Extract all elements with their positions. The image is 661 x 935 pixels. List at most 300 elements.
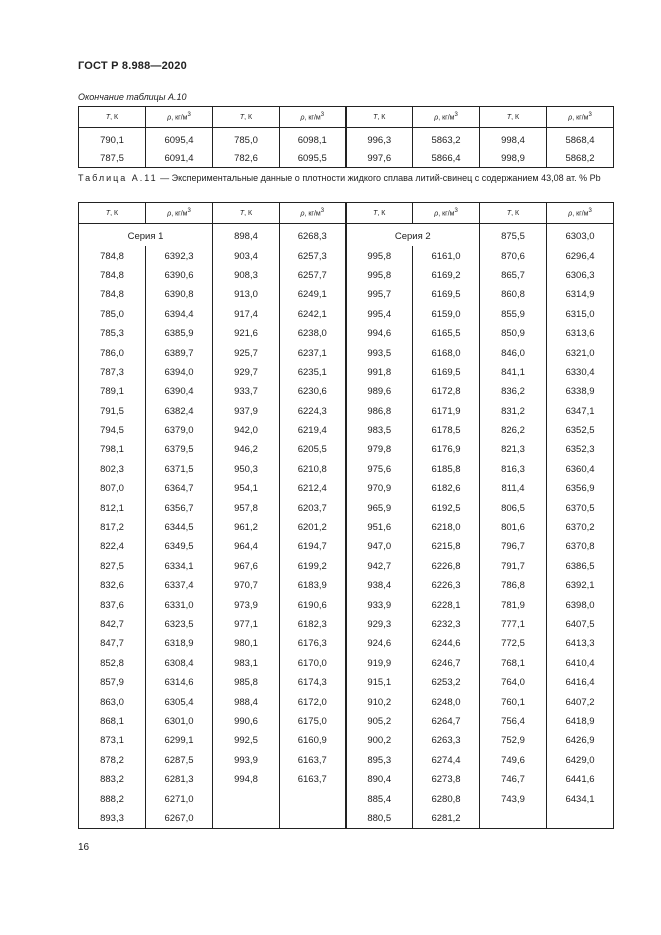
table-cell: 985,8 <box>213 673 280 692</box>
table-cell: 6331,0 <box>146 595 213 614</box>
table-cell: 6257,7 <box>280 266 346 285</box>
table-cell: 868,1 <box>79 712 146 731</box>
table-cell: 784,8 <box>79 266 146 285</box>
table-row <box>79 266 614 285</box>
table-cell <box>480 809 547 829</box>
table-row <box>79 537 614 556</box>
table-cell: 925,7 <box>213 343 280 362</box>
column-unit-exponent: 3 <box>187 112 191 119</box>
column-unit: , кг/м <box>171 210 188 218</box>
table-cell: 6175,0 <box>280 712 346 731</box>
table-cell: 6232,3 <box>413 615 480 634</box>
table-cell: 970,7 <box>213 576 280 595</box>
table-cell: 6313,6 <box>547 324 614 343</box>
table-cell: 6210,8 <box>280 460 346 479</box>
table-cell: 6314,9 <box>547 285 614 304</box>
table-cell: 6171,9 <box>413 402 480 421</box>
table-cell: 855,9 <box>480 305 547 324</box>
table-cell: 6253,2 <box>413 673 480 692</box>
table-cell <box>547 809 614 829</box>
table-cell: 888,2 <box>79 789 146 808</box>
table-cell: 994,8 <box>213 770 280 789</box>
table-cell: 6238,0 <box>280 324 346 343</box>
column-header <box>346 107 413 128</box>
table-cell: 752,9 <box>480 731 547 750</box>
table-cell: 970,9 <box>346 479 413 498</box>
table-cell: 6218,0 <box>413 518 480 537</box>
column-symbol: T <box>105 209 111 217</box>
table-row <box>79 518 614 537</box>
table-cell: 6165,5 <box>413 324 480 343</box>
table-cell: 743,9 <box>480 789 547 808</box>
table-cell: 6168,0 <box>413 343 480 362</box>
table-cell: 967,6 <box>213 557 280 576</box>
table-cell: 6226,8 <box>413 557 480 576</box>
table-cell: 997,6 <box>346 149 413 168</box>
table-cell: 6178,5 <box>413 421 480 440</box>
column-symbol: ρ <box>167 210 172 218</box>
table-cell: 796,7 <box>480 537 547 556</box>
table-cell: 6183,9 <box>280 576 346 595</box>
table-a11-body <box>79 224 614 829</box>
table-cell: 990,6 <box>213 712 280 731</box>
table-cell: 6306,3 <box>547 266 614 285</box>
table-cell: 6095,5 <box>280 149 346 168</box>
table-cell: 6163,7 <box>280 770 346 789</box>
table-cell: 6174,3 <box>280 673 346 692</box>
table-cell: 998,4 <box>480 128 547 150</box>
table-cell: 6163,7 <box>280 751 346 770</box>
table-cell: 6413,3 <box>547 634 614 653</box>
table-row <box>79 460 614 479</box>
table-cell: 996,3 <box>346 128 413 150</box>
table-cell: 6281,3 <box>146 770 213 789</box>
table-cell: 5866,4 <box>413 149 480 168</box>
table-cell: 946,2 <box>213 440 280 459</box>
table-cell: 915,1 <box>346 673 413 692</box>
table-cell: 898,4 <box>213 224 280 247</box>
table-cell: 893,3 <box>79 809 146 829</box>
table-cell: 961,2 <box>213 518 280 537</box>
table-cell: 991,8 <box>346 363 413 382</box>
column-symbol: T <box>506 209 512 217</box>
column-header <box>480 107 547 128</box>
column-unit-exponent: 3 <box>588 208 592 215</box>
table-cell: 6185,8 <box>413 460 480 479</box>
table-cell: 6390,4 <box>146 382 213 401</box>
table-cell: 908,3 <box>213 266 280 285</box>
table-row <box>79 479 614 498</box>
table-a10-caption: Окончание таблицы А.10 <box>78 92 187 102</box>
table-cell: 954,1 <box>213 479 280 498</box>
table-cell: 791,7 <box>480 557 547 576</box>
table-cell: 993,9 <box>213 751 280 770</box>
table-cell: 900,2 <box>346 731 413 750</box>
table-a11-header-row <box>79 203 614 224</box>
column-unit: , кг/м <box>572 114 589 122</box>
table-cell: 6219,4 <box>280 421 346 440</box>
column-header <box>547 107 614 128</box>
column-symbol: T <box>239 209 245 217</box>
table-cell: 6228,1 <box>413 595 480 614</box>
table-cell: 6172,8 <box>413 382 480 401</box>
table-cell: 6159,0 <box>413 305 480 324</box>
table-cell: 873,1 <box>79 731 146 750</box>
column-symbol: T <box>373 113 378 121</box>
table-cell: 995,8 <box>346 246 413 265</box>
column-symbol: T <box>239 113 245 121</box>
table-cell: 787,5 <box>79 149 146 168</box>
table-cell: 6385,9 <box>146 324 213 343</box>
column-unit: , кг/м <box>304 114 321 122</box>
table-row <box>79 224 614 247</box>
column-unit-exponent: 3 <box>187 208 191 215</box>
table-cell: 768,1 <box>480 654 547 673</box>
table-cell: 6182,6 <box>413 479 480 498</box>
table-cell: 5868,4 <box>547 128 614 150</box>
table-cell: 6386,5 <box>547 557 614 576</box>
table-cell: 787,3 <box>79 363 146 382</box>
table-cell: 950,3 <box>213 460 280 479</box>
table-cell: 6248,0 <box>413 692 480 711</box>
table-row <box>79 673 614 692</box>
table-row <box>79 731 614 750</box>
table-cell: 806,5 <box>480 498 547 517</box>
table-cell: 6305,4 <box>146 692 213 711</box>
column-unit-exponent: 3 <box>320 112 325 119</box>
table-cell: 6352,3 <box>547 440 614 459</box>
table-cell: 821,3 <box>480 440 547 459</box>
document-header-title: ГОСТ Р 8.988—2020 <box>78 60 187 72</box>
table-cell: 890,4 <box>346 770 413 789</box>
table-cell: 6338,9 <box>547 382 614 401</box>
column-header <box>280 107 346 128</box>
table-cell: 785,0 <box>79 305 146 324</box>
table-cell: 995,8 <box>346 266 413 285</box>
table-cell: 798,1 <box>79 440 146 459</box>
table-cell: 6226,3 <box>413 576 480 595</box>
table-cell: 826,2 <box>480 421 547 440</box>
table-cell: 847,7 <box>79 634 146 653</box>
table-cell: 6398,0 <box>547 595 614 614</box>
table-row <box>79 363 614 382</box>
table-cell: 6246,7 <box>413 654 480 673</box>
table-cell: 6370,2 <box>547 518 614 537</box>
table-cell: 921,6 <box>213 324 280 343</box>
table-row <box>79 324 614 343</box>
table-cell: 777,1 <box>480 615 547 634</box>
table-cell: 998,9 <box>480 149 547 168</box>
table-cell: 846,0 <box>480 343 547 362</box>
table-cell: 6379,0 <box>146 421 213 440</box>
table-cell: 760,1 <box>480 692 547 711</box>
table-cell: 6360,4 <box>547 460 614 479</box>
table-cell: 6237,1 <box>280 343 346 362</box>
table-a11-caption-text: — Экспериментальные данные о плотности жидкого сплава литий-свинец с содержанием 43,08 ат. % Pb <box>157 173 601 183</box>
table-cell: 6194,7 <box>280 537 346 556</box>
table-cell: 827,5 <box>79 557 146 576</box>
column-unit-exponent: 3 <box>454 112 458 119</box>
table-cell: 6263,3 <box>413 731 480 750</box>
table-cell: 913,0 <box>213 285 280 304</box>
table-cell: 6426,9 <box>547 731 614 750</box>
table-a11-caption-label: Таблица А.11 <box>78 173 158 183</box>
table-cell: 5868,2 <box>547 149 614 168</box>
table-cell: 6172,0 <box>280 692 346 711</box>
table-cell <box>213 789 280 808</box>
table-cell: 6095,4 <box>146 128 213 150</box>
series-1-label: Серия 1 <box>79 224 213 247</box>
table-cell: 6182,3 <box>280 615 346 634</box>
table-cell: 785,0 <box>213 128 280 150</box>
column-symbol: T <box>105 113 111 121</box>
table-cell <box>280 809 346 829</box>
table-cell: 781,9 <box>480 595 547 614</box>
table-cell: 782,6 <box>213 149 280 168</box>
table-cell: 6190,6 <box>280 595 346 614</box>
table-cell: 880,5 <box>346 809 413 829</box>
table-cell: 860,8 <box>480 285 547 304</box>
table-cell: 937,9 <box>213 402 280 421</box>
table-cell: 6267,0 <box>146 809 213 829</box>
table-cell: 807,0 <box>79 479 146 498</box>
table-cell: 749,6 <box>480 751 547 770</box>
table-cell: 6407,2 <box>547 692 614 711</box>
table-cell: 6235,1 <box>280 363 346 382</box>
table-cell: 910,2 <box>346 692 413 711</box>
table-row <box>79 440 614 459</box>
column-symbol: ρ <box>434 114 439 122</box>
table-cell: 6441,6 <box>547 770 614 789</box>
table-cell: 6370,5 <box>547 498 614 517</box>
table-row <box>79 343 614 362</box>
table-cell: 995,4 <box>346 305 413 324</box>
table-cell: 6318,9 <box>146 634 213 653</box>
table-cell: 6268,3 <box>280 224 346 247</box>
table-cell <box>280 789 346 808</box>
table-a10-body <box>79 128 614 168</box>
column-unit: , кг/м <box>438 114 455 122</box>
table-cell: 6199,2 <box>280 557 346 576</box>
table-cell: 822,4 <box>79 537 146 556</box>
table-cell: 6394,0 <box>146 363 213 382</box>
table-cell: 6394,4 <box>146 305 213 324</box>
table-cell: 789,1 <box>79 382 146 401</box>
column-header <box>213 203 280 224</box>
column-unit: , К <box>377 113 386 121</box>
table-cell: 786,8 <box>480 576 547 595</box>
table-cell: 933,9 <box>346 595 413 614</box>
table-a10 <box>78 106 614 168</box>
table-cell: 6392,1 <box>547 576 614 595</box>
column-unit: , К <box>110 209 119 217</box>
column-header <box>146 107 213 128</box>
table-cell: 929,3 <box>346 615 413 634</box>
table-cell: 6352,5 <box>547 421 614 440</box>
column-unit: , К <box>511 113 520 121</box>
table-cell: 957,8 <box>213 498 280 517</box>
table-cell: 6379,5 <box>146 440 213 459</box>
table-cell: 6169,5 <box>413 363 480 382</box>
table-cell: 6382,4 <box>146 402 213 421</box>
table-cell: 6176,9 <box>413 440 480 459</box>
table-cell: 6205,5 <box>280 440 346 459</box>
table-cell: 6212,4 <box>280 479 346 498</box>
table-cell: 852,8 <box>79 654 146 673</box>
table-cell: 6315,0 <box>547 305 614 324</box>
table-row <box>79 634 614 653</box>
column-symbol: T <box>373 209 378 217</box>
table-cell: 983,1 <box>213 654 280 673</box>
table-cell: 942,7 <box>346 557 413 576</box>
table-cell: 6429,0 <box>547 751 614 770</box>
table-cell: 6416,4 <box>547 673 614 692</box>
table-cell: 832,6 <box>79 576 146 595</box>
table-cell: 964,4 <box>213 537 280 556</box>
table-row <box>79 557 614 576</box>
column-unit: , К <box>377 209 386 217</box>
table-row <box>79 809 614 829</box>
table-cell: 6271,0 <box>146 789 213 808</box>
column-unit: , К <box>244 209 253 217</box>
table-cell: 903,4 <box>213 246 280 265</box>
table-cell: 784,8 <box>79 285 146 304</box>
table-row <box>79 128 614 150</box>
table-cell: 863,0 <box>79 692 146 711</box>
table-cell: 6349,5 <box>146 537 213 556</box>
table-cell: 842,7 <box>79 615 146 634</box>
table-cell: 905,2 <box>346 712 413 731</box>
table-row <box>79 285 614 304</box>
table-row <box>79 421 614 440</box>
table-cell: 6273,8 <box>413 770 480 789</box>
table-cell: 6296,4 <box>547 246 614 265</box>
series-2-label: Серия 2 <box>346 224 480 247</box>
table-cell: 6192,5 <box>413 498 480 517</box>
column-symbol: ρ <box>568 210 573 218</box>
column-symbol: ρ <box>167 114 172 122</box>
table-cell: 6407,5 <box>547 615 614 634</box>
column-symbol: ρ <box>434 210 439 218</box>
column-header <box>213 107 280 128</box>
table-cell: 995,7 <box>346 285 413 304</box>
table-cell: 837,6 <box>79 595 146 614</box>
table-cell: 875,5 <box>480 224 547 247</box>
table-row <box>79 305 614 324</box>
table-cell: 746,7 <box>480 770 547 789</box>
column-unit-exponent: 3 <box>454 208 458 215</box>
table-cell: 933,7 <box>213 382 280 401</box>
table-row <box>79 382 614 401</box>
column-header <box>280 203 346 224</box>
table-cell: 6201,2 <box>280 518 346 537</box>
table-cell: 802,3 <box>79 460 146 479</box>
table-cell: 6215,8 <box>413 537 480 556</box>
table-cell: 6287,5 <box>146 751 213 770</box>
column-symbol: ρ <box>568 114 573 122</box>
page-number: 16 <box>78 842 90 853</box>
table-row <box>79 654 614 673</box>
table-cell: 878,2 <box>79 751 146 770</box>
table-cell: 973,9 <box>213 595 280 614</box>
table-cell: 989,6 <box>346 382 413 401</box>
table-cell: 857,9 <box>79 673 146 692</box>
column-unit: , К <box>511 209 520 217</box>
table-cell: 919,9 <box>346 654 413 673</box>
table-cell: 6323,5 <box>146 615 213 634</box>
table-cell: 6390,6 <box>146 266 213 285</box>
table-cell: 6301,0 <box>146 712 213 731</box>
table-cell: 6091,4 <box>146 149 213 168</box>
column-unit: , кг/м <box>171 114 188 122</box>
table-cell: 772,5 <box>480 634 547 653</box>
table-cell: 6303,0 <box>547 224 614 247</box>
table-cell: 6244,6 <box>413 634 480 653</box>
table-cell: 986,8 <box>346 402 413 421</box>
column-header <box>480 203 547 224</box>
table-cell: 6330,4 <box>547 363 614 382</box>
table-cell: 6334,1 <box>146 557 213 576</box>
table-cell: 801,6 <box>480 518 547 537</box>
column-header <box>146 203 213 224</box>
table-cell: 817,2 <box>79 518 146 537</box>
column-header <box>79 203 146 224</box>
table-cell: 6321,0 <box>547 343 614 362</box>
table-cell: 870,6 <box>480 246 547 265</box>
table-cell: 6434,1 <box>547 789 614 808</box>
table-cell: 786,0 <box>79 343 146 362</box>
column-unit-exponent: 3 <box>320 208 325 215</box>
table-cell: 6249,1 <box>280 285 346 304</box>
table-cell: 6224,3 <box>280 402 346 421</box>
table-row <box>79 615 614 634</box>
table-row <box>79 498 614 517</box>
table-row <box>79 692 614 711</box>
table-cell: 6356,7 <box>146 498 213 517</box>
table-a11 <box>78 202 614 829</box>
table-cell: 784,8 <box>79 246 146 265</box>
column-unit: , кг/м <box>572 210 589 218</box>
table-cell: 6098,1 <box>280 128 346 150</box>
table-cell: 977,1 <box>213 615 280 634</box>
table-cell: 6160,9 <box>280 731 346 750</box>
table-cell: 6410,4 <box>547 654 614 673</box>
table-cell: 994,6 <box>346 324 413 343</box>
table-cell: 764,0 <box>480 673 547 692</box>
table-cell: 6169,2 <box>413 266 480 285</box>
table-cell: 951,6 <box>346 518 413 537</box>
table-cell: 993,5 <box>346 343 413 362</box>
table-cell: 988,4 <box>213 692 280 711</box>
table-row <box>79 789 614 808</box>
table-cell: 6356,9 <box>547 479 614 498</box>
table-cell: 6389,7 <box>146 343 213 362</box>
table-cell: 965,9 <box>346 498 413 517</box>
table-cell: 917,4 <box>213 305 280 324</box>
table-cell: 6281,2 <box>413 809 480 829</box>
table-cell: 6347,1 <box>547 402 614 421</box>
table-cell: 841,1 <box>480 363 547 382</box>
table-cell: 947,0 <box>346 537 413 556</box>
column-unit-exponent: 3 <box>588 112 592 119</box>
table-a10-header-row <box>79 107 614 128</box>
column-symbol: ρ <box>300 114 305 122</box>
table-cell: 6390,8 <box>146 285 213 304</box>
table-cell: 6344,5 <box>146 518 213 537</box>
table-cell: 6418,9 <box>547 712 614 731</box>
table-cell: 6264,7 <box>413 712 480 731</box>
column-header <box>79 107 146 128</box>
